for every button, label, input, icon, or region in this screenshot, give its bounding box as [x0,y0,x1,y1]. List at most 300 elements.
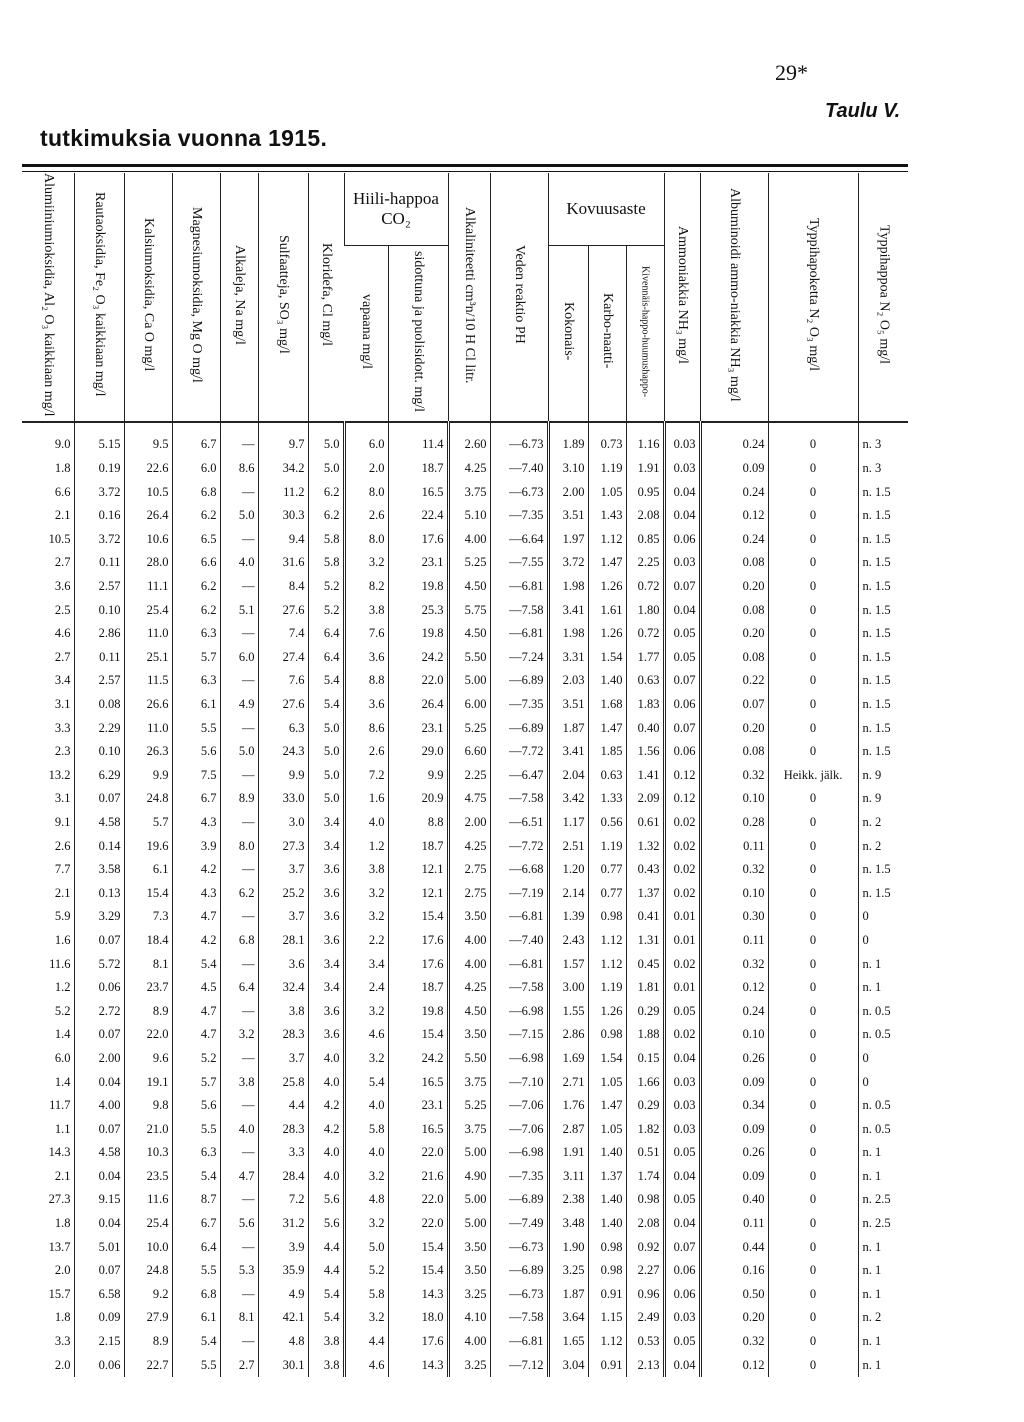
cell-hard_total: 2.04 [548,764,588,788]
cell-cl: 3.6 [308,858,344,882]
cell-hard_carb: 0.63 [588,764,626,788]
cell-so3: 3.8 [258,1000,308,1024]
cell-na: — [220,1000,258,1024]
cell-hard_mineral: 1.88 [626,1023,664,1047]
cell-hard_mineral: 0.95 [626,481,664,505]
cell-co2_bound: 18.0 [388,1306,448,1330]
cell-na: — [220,953,258,977]
cell-alk: 3.25 [448,1283,490,1307]
cell-mgo: 5.5 [172,1118,220,1142]
cell-n2o5: n. 2.5 [858,1212,908,1236]
cell-n2o5: n. 2 [858,835,908,859]
cell-hard_total: 1.57 [548,953,588,977]
cell-ph: —6.81 [490,953,548,977]
cell-alb: 0.11 [700,1212,768,1236]
cell-alk: 3.25 [448,1354,490,1378]
cell-na: 2.7 [220,1354,258,1378]
cell-hard_mineral: 1.66 [626,1071,664,1095]
cell-cl: 3.6 [308,1000,344,1024]
cell-co2_bound: 9.9 [388,764,448,788]
cell-so3: 7.4 [258,622,308,646]
cell-co2_free: 3.4 [344,953,388,977]
cell-na: 8.0 [220,835,258,859]
cell-ph: —7.58 [490,1306,548,1330]
cell-na: — [220,622,258,646]
cell-alb: 0.24 [700,1000,768,1024]
table-row [22,976,908,1000]
table-row [22,740,908,764]
cell-alk: 3.75 [448,1118,490,1142]
cell-al2o3: 3.3 [54,1334,71,1349]
cell-hard_total: 3.48 [548,1212,588,1236]
cell-co2_free: 4.8 [344,1188,388,1212]
cell-co2_bound: 24.2 [388,1047,448,1071]
cell-al2o3: 3.6 [54,579,71,594]
col-al2o3: Alumiiniumioksidia, Al₂ O₃ kaikkiaan mg/l [22,173,74,422]
col-alkalinity: Alkaliniteetti cm³n/10 H Cl litr. [448,173,490,422]
cell-alb: 0.32 [700,764,768,788]
cell-alb: 0.44 [700,1236,768,1260]
cell-na: — [220,1047,258,1071]
cell-so3: 27.6 [258,693,308,717]
cell-ph: —7.35 [490,1165,548,1189]
cell-hard_carb: 1.68 [588,693,626,717]
table-label: Taulu V. [825,100,901,122]
cell-co2_bound: 22.0 [388,1141,448,1165]
cell-fe2o3: 6.29 [74,764,124,788]
cell-nh3: 0.03 [664,551,700,575]
cell-co2_bound: 24.2 [388,646,448,670]
cell-ph: —7.15 [490,1023,548,1047]
cell-so3: 28.1 [258,929,308,953]
cell-hard_carb: 0.77 [588,882,626,906]
cell-na: 6.2 [220,882,258,906]
cell-ph: —6.64 [490,528,548,552]
cell-cao: 27.9 [124,1306,172,1330]
cell-hard_carb: 1.61 [588,599,626,623]
cell-alk: 4.50 [448,1000,490,1024]
table-row [22,1306,908,1330]
cell-hard_carb: 1.40 [588,669,626,693]
cell-cl: 5.0 [308,764,344,788]
cell-n2o3: 0 [768,599,858,623]
cell-n2o5: n. 1.5 [858,481,908,505]
cell-cao: 10.5 [124,481,172,505]
cell-so3: 35.9 [258,1259,308,1283]
cell-co2_bound: 21.6 [388,1165,448,1189]
cell-alb: 0.09 [700,1071,768,1095]
cell-fe2o3: 3.72 [74,481,124,505]
cell-n2o5: n. 0.5 [858,1094,908,1118]
table-row [22,1165,908,1189]
cell-alk: 5.00 [448,1188,490,1212]
cell-cl: 3.6 [308,882,344,906]
cell-cl: 3.4 [308,811,344,835]
cell-n2o5: n. 1.5 [858,622,908,646]
cell-hard_mineral: 0.72 [626,575,664,599]
cell-nh3: 0.06 [664,1259,700,1283]
cell-cl: 5.4 [308,1283,344,1307]
cell-n2o5: n. 1.5 [858,717,908,741]
cell-mgo: 4.7 [172,905,220,929]
cell-hard_total: 2.14 [548,882,588,906]
cell-hard_mineral: 0.40 [626,717,664,741]
cell-co2_free: 5.4 [344,1071,388,1095]
cell-alk: 3.50 [448,1259,490,1283]
cell-so3: 11.2 [258,481,308,505]
cell-hard_total: 3.25 [548,1259,588,1283]
cell-co2_bound: 11.4 [388,422,448,457]
cell-hard_carb: 1.40 [588,1188,626,1212]
cell-al2o3: 2.7 [54,649,71,664]
cell-co2_bound: 22.0 [388,669,448,693]
cell-alk: 4.50 [448,575,490,599]
cell-hard_total: 3.04 [548,1354,588,1378]
cell-n2o5: n. 1.5 [858,575,908,599]
cell-so3: 30.3 [258,504,308,528]
cell-nh3: 0.07 [664,717,700,741]
cell-hard_mineral: 0.15 [626,1047,664,1071]
cell-co2_free: 8.2 [344,575,388,599]
cell-ph: —6.98 [490,1141,548,1165]
cell-cao: 23.7 [124,976,172,1000]
cell-co2_free: 5.0 [344,1236,388,1260]
cell-hard_carb: 1.26 [588,622,626,646]
cell-hard_carb: 1.19 [588,835,626,859]
cell-fe2o3: 3.58 [74,858,124,882]
cell-co2_bound: 26.4 [388,693,448,717]
cell-co2_free: 2.0 [344,457,388,481]
cell-alk: 4.50 [448,622,490,646]
cell-n2o5: n. 1.5 [858,646,908,670]
cell-hard_total: 1.90 [548,1236,588,1260]
cell-hard_mineral: 0.53 [626,1330,664,1354]
cell-fe2o3: 0.06 [74,976,124,1000]
cell-mgo: 5.7 [172,646,220,670]
cell-na: — [220,1094,258,1118]
cell-nh3: 0.03 [664,457,700,481]
cell-alb: 0.12 [700,976,768,1000]
cell-alb: 0.10 [700,1023,768,1047]
table-row [22,422,908,457]
cell-n2o5: n. 1.5 [858,528,908,552]
page-heading: tutkimuksia vuonna 1915. [40,125,328,151]
cell-nh3: 0.02 [664,835,700,859]
cell-n2o5: n. 1 [858,1165,908,1189]
cell-alb: 0.11 [700,929,768,953]
cell-co2_free: 8.0 [344,481,388,505]
cell-n2o5: n. 2.5 [858,1188,908,1212]
cell-cao: 9.6 [124,1047,172,1071]
cell-mgo: 6.5 [172,528,220,552]
cell-mgo: 6.7 [172,422,220,457]
cell-alk: 4.00 [448,1330,490,1354]
group-hardness: Kovuusaste [548,173,664,245]
cell-mgo: 6.2 [172,504,220,528]
cell-co2_free: 7.6 [344,622,388,646]
cell-co2_free: 4.0 [344,1094,388,1118]
top-rule [22,164,908,167]
cell-alk: 5.10 [448,504,490,528]
cell-alb: 0.20 [700,622,768,646]
cell-cao: 8.9 [124,1000,172,1024]
cell-alb: 0.08 [700,740,768,764]
cell-mgo: 4.2 [172,858,220,882]
cell-nh3: 0.05 [664,646,700,670]
cell-cao: 22.7 [124,1354,172,1378]
cell-hard_mineral: 1.81 [626,976,664,1000]
cell-hard_total: 2.71 [548,1071,588,1095]
cell-fe2o3: 0.07 [74,1259,124,1283]
cell-na: — [220,764,258,788]
cell-cao: 24.8 [124,787,172,811]
cell-cao: 22.6 [124,457,172,481]
cell-cl: 3.6 [308,905,344,929]
cell-co2_free: 3.6 [344,693,388,717]
cell-ph: —7.58 [490,787,548,811]
cell-hard_total: 2.38 [548,1188,588,1212]
cell-fe2o3: 4.58 [74,811,124,835]
cell-mgo: 6.8 [172,481,220,505]
cell-hard_total: 3.41 [548,599,588,623]
cell-hard_total: 1.87 [548,1283,588,1307]
cell-ph: —7.12 [490,1354,548,1378]
cell-n2o3: 0 [768,528,858,552]
cell-al2o3: 6.6 [54,484,71,499]
cell-co2_bound: 16.5 [388,481,448,505]
cell-cl: 6.4 [308,646,344,670]
cell-co2_free: 3.2 [344,905,388,929]
cell-alb: 0.16 [700,1259,768,1283]
cell-n2o5: 0 [858,929,908,953]
cell-alb: 0.32 [700,1330,768,1354]
cell-n2o5: n. 1.5 [858,669,908,693]
cell-hard_total: 2.86 [548,1023,588,1047]
cell-mgo: 5.6 [172,740,220,764]
cell-ph: —6.73 [490,422,548,457]
cell-hard_carb: 1.12 [588,528,626,552]
cell-co2_bound: 16.5 [388,1071,448,1095]
table-row [22,1141,908,1165]
cell-n2o3: 0 [768,1141,858,1165]
cell-co2_free: 5.2 [344,1259,388,1283]
cell-ph: —6.81 [490,1330,548,1354]
table-row [22,1071,908,1095]
cell-co2_bound: 18.7 [388,976,448,1000]
cell-nh3: 0.12 [664,764,700,788]
cell-alk: 4.10 [448,1306,490,1330]
top-rule-thin [22,171,908,172]
cell-n2o3: 0 [768,1047,858,1071]
cell-nh3: 0.04 [664,1212,700,1236]
cell-so3: 27.4 [258,646,308,670]
cell-ph: —6.89 [490,669,548,693]
cell-co2_free: 8.8 [344,669,388,693]
cell-so3: 27.3 [258,835,308,859]
cell-cl: 5.0 [308,457,344,481]
cell-co2_bound: 17.6 [388,1330,448,1354]
cell-fe2o3: 0.04 [74,1071,124,1095]
cell-na: 5.6 [220,1212,258,1236]
cell-ph: —7.10 [490,1071,548,1095]
cell-mgo: 6.3 [172,669,220,693]
cell-al2o3: 3.3 [54,720,71,735]
cell-so3: 9.4 [258,528,308,552]
cell-fe2o3: 2.57 [74,669,124,693]
cell-nh3: 0.03 [664,1094,700,1118]
cell-co2_free: 3.2 [344,882,388,906]
cell-hard_total: 1.76 [548,1094,588,1118]
cell-cao: 26.6 [124,693,172,717]
cell-alb: 0.08 [700,599,768,623]
cell-nh3: 0.04 [664,1354,700,1378]
cell-hard_carb: 0.98 [588,1259,626,1283]
cell-n2o3: 0 [768,717,858,741]
cell-na: 3.2 [220,1023,258,1047]
cell-cl: 5.4 [308,693,344,717]
cell-mgo: 4.2 [172,929,220,953]
cell-cl: 6.2 [308,481,344,505]
cell-ph: —6.81 [490,622,548,646]
cell-mgo: 6.6 [172,551,220,575]
cell-al2o3: 27.3 [48,1192,71,1207]
cell-alb: 0.09 [700,1165,768,1189]
cell-cl: 5.4 [308,1306,344,1330]
cell-hard_total: 1.87 [548,717,588,741]
cell-cl: 5.0 [308,740,344,764]
cell-co2_free: 5.8 [344,1118,388,1142]
cell-alb: 0.24 [700,528,768,552]
cell-cao: 10.0 [124,1236,172,1260]
cell-co2_free: 4.0 [344,811,388,835]
cell-fe2o3: 2.86 [74,622,124,646]
cell-hard_total: 3.64 [548,1306,588,1330]
cell-n2o3: 0 [768,976,858,1000]
cell-cao: 18.4 [124,929,172,953]
cell-na: 5.0 [220,740,258,764]
cell-fe2o3: 5.01 [74,1236,124,1260]
cell-co2_bound: 17.6 [388,528,448,552]
cell-n2o3: 0 [768,929,858,953]
cell-fe2o3: 0.10 [74,599,124,623]
cell-hard_carb: 1.85 [588,740,626,764]
col-n2o5: Typpihappoa N₂ O₅ mg/l [858,173,908,422]
cell-ph: —6.81 [490,905,548,929]
cell-cao: 25.4 [124,599,172,623]
cell-cl: 3.4 [308,953,344,977]
cell-fe2o3: 0.10 [74,740,124,764]
cell-alk: 4.00 [448,528,490,552]
cell-hard_total: 1.55 [548,1000,588,1024]
cell-alb: 0.08 [700,551,768,575]
cell-cao: 26.3 [124,740,172,764]
cell-n2o3: 0 [768,1071,858,1095]
cell-co2_free: 1.6 [344,787,388,811]
cell-hard_carb: 0.98 [588,1236,626,1260]
cell-alk: 2.75 [448,858,490,882]
cell-so3: 4.4 [258,1094,308,1118]
cell-cao: 23.5 [124,1165,172,1189]
cell-fe2o3: 0.07 [74,929,124,953]
cell-so3: 24.3 [258,740,308,764]
cell-n2o5: n. 1 [858,1259,908,1283]
cell-na: 8.6 [220,457,258,481]
cell-fe2o3: 0.04 [74,1212,124,1236]
cell-so3: 28.3 [258,1023,308,1047]
col-so3: Sulfaatteja, SO₃ mg/l [258,173,308,422]
col-co2-bound: sidottuna ja puolisidott. mg/l [388,245,448,422]
cell-cao: 28.0 [124,551,172,575]
table-row [22,575,908,599]
cell-cao: 11.0 [124,717,172,741]
cell-alb: 0.20 [700,1306,768,1330]
cell-cl: 4.0 [308,1141,344,1165]
cell-hard_mineral: 0.98 [626,1188,664,1212]
cell-hard_carb: 0.98 [588,1023,626,1047]
cell-fe2o3: 0.07 [74,1023,124,1047]
cell-mgo: 4.3 [172,882,220,906]
cell-hard_mineral: 1.74 [626,1165,664,1189]
cell-hard_total: 3.72 [548,551,588,575]
cell-n2o3: 0 [768,1236,858,1260]
table-row [22,599,908,623]
cell-co2_free: 8.0 [344,528,388,552]
cell-alb: 0.10 [700,787,768,811]
cell-hard_mineral: 2.09 [626,787,664,811]
cell-al2o3: 1.2 [54,980,71,995]
cell-co2_bound: 23.1 [388,1094,448,1118]
cell-mgo: 6.1 [172,1306,220,1330]
cell-co2_free: 7.2 [344,764,388,788]
cell-nh3: 0.01 [664,929,700,953]
cell-hard_mineral: 0.29 [626,1000,664,1024]
cell-hard_carb: 1.05 [588,1118,626,1142]
cell-fe2o3: 0.08 [74,693,124,717]
cell-al2o3: 2.0 [54,1357,71,1372]
cell-so3: 34.2 [258,457,308,481]
cell-n2o3: 0 [768,646,858,670]
cell-al2o3: 14.3 [48,1145,71,1160]
cell-co2_bound: 17.6 [388,929,448,953]
cell-alk: 3.50 [448,1023,490,1047]
cell-n2o5: n. 3 [858,422,908,457]
table-row [22,882,908,906]
cell-hard_mineral: 2.49 [626,1306,664,1330]
cell-alk: 3.75 [448,481,490,505]
table-row [22,1188,908,1212]
cell-alb: 0.22 [700,669,768,693]
cell-hard_total: 1.89 [548,422,588,457]
cell-hard_total: 1.20 [548,858,588,882]
cell-hard_mineral: 1.91 [626,457,664,481]
cell-fe2o3: 6.58 [74,1283,124,1307]
cell-na: 3.8 [220,1071,258,1095]
cell-hard_mineral: 1.82 [626,1118,664,1142]
cell-cao: 9.9 [124,764,172,788]
cell-mgo: 5.7 [172,1071,220,1095]
cell-na: 8.1 [220,1306,258,1330]
cell-cl: 4.2 [308,1118,344,1142]
cell-na: 4.7 [220,1165,258,1189]
cell-hard_carb: 0.73 [588,422,626,457]
table-row [22,646,908,670]
cell-hard_mineral: 0.85 [626,528,664,552]
cell-na: — [220,717,258,741]
cell-fe2o3: 2.00 [74,1047,124,1071]
cell-co2_free: 3.6 [344,646,388,670]
cell-n2o3: 0 [768,457,858,481]
cell-al2o3: 9.0 [54,437,71,452]
